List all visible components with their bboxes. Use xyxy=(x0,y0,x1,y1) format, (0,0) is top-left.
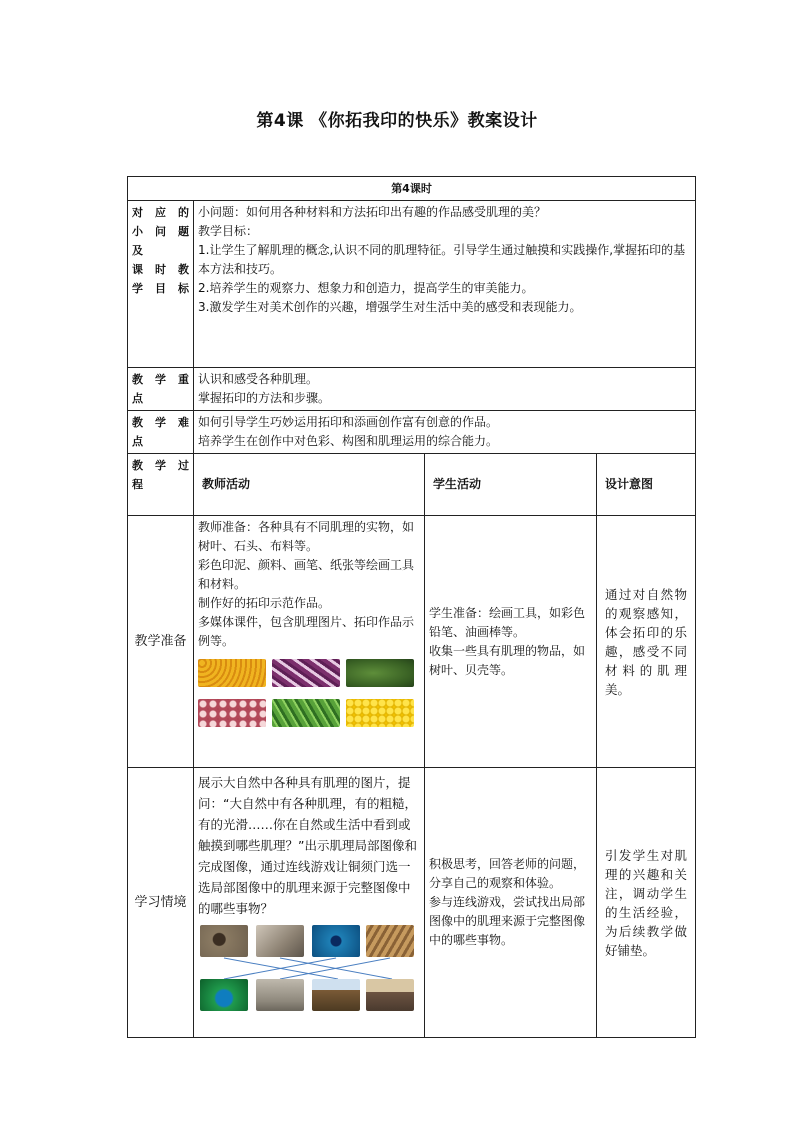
objectives-content xyxy=(194,201,696,368)
situation-intent: 引发学生对肌理的兴趣和关注，调动学生的生活经验，为后续教学做好铺垫。 xyxy=(597,768,696,1038)
preparation-intent: 通过对自然物的观察感知，体会拓印的乐趣，感受不同材料的肌理美。 xyxy=(597,516,696,768)
situation-label: 学习情境 xyxy=(128,768,194,1038)
peacock-icon xyxy=(200,979,248,1011)
teacher-activity-header: 教师活动 xyxy=(194,454,425,516)
session-header: 第4课时 xyxy=(128,177,696,201)
difficulties-label: 教学难 点 xyxy=(128,411,194,454)
preparation-student xyxy=(425,516,597,768)
goal-item: 2.培养学生的观察力、想象力和创造力，提高学生的审美能力。 xyxy=(198,281,534,295)
orange-texture-icon xyxy=(198,659,266,687)
small-question: 小问题：如何用各种材料和方法拓印出有趣的作品感受肌理的美？ xyxy=(198,205,547,219)
preparation-teacher xyxy=(194,516,425,768)
matching-game-collage xyxy=(198,925,412,1015)
design-intent-header: 设计意图 xyxy=(597,454,696,516)
goal-item: 3.激发学生对美术创作的兴趣，增强学生对生活中美的感受和表现能力。 xyxy=(198,300,582,314)
key-points-content xyxy=(194,368,696,411)
teacher-item: 教师准备：各种具有不同肌理的实物，如树叶、石头、布料等。 xyxy=(198,520,415,553)
teacher-item: 多媒体课件，包含肌理图片、拓印作品示例等。 xyxy=(198,615,415,648)
teacher-item: 展示大自然中各种具有肌理的图片，提问：“大自然中有各种肌理，有的粗糙，有的光滑……你在自然或生活中看到或触摸到哪些肌理？”出示肌理局部图像和完成图像，通过连线游戏让铜须门选一选局部图像中的肌理来源于完整图像中的哪些事物？ xyxy=(198,775,417,916)
preparation-row xyxy=(128,516,696,768)
teacher-item: 制作好的拓印示范作品。 xyxy=(198,596,331,610)
difficulty-item: 培养学生在创作中对色彩、构图和肌理运用的综合能力。 xyxy=(198,434,499,448)
tree-icon xyxy=(312,979,360,1011)
objectives-row xyxy=(128,201,696,368)
student-item: 参与连线游戏，尝试找出局部图像中的肌理来源于完整图像中的哪些事物。 xyxy=(429,895,586,947)
octopus-suckers-icon xyxy=(198,699,266,727)
preparation-label: 教学准备 xyxy=(128,516,194,768)
difficulty-item: 如何引导学生巧妙运用拓印和添画创作富有创意的作品。 xyxy=(198,415,499,429)
difficulties-row xyxy=(128,411,696,454)
objectives-label: 对应的 小问题 及 课时教 学目标 xyxy=(128,201,194,368)
purple-cabbage-icon xyxy=(272,659,340,687)
key-points-row xyxy=(128,368,696,411)
student-activity-header: 学生活动 xyxy=(425,454,597,516)
key-points-label: 教学重 点 xyxy=(128,368,194,411)
difficulties-content xyxy=(194,411,696,454)
goals-heading: 教学目标： xyxy=(198,224,259,238)
stone-statue-icon xyxy=(256,979,304,1011)
student-item: 收集一些具有肌理的物品，如树叶、贝壳等。 xyxy=(429,643,586,677)
goal-item: 1.让学生了解肌理的概念,认识不同的肌理特征。引导学生通过触摸和实践操作,掌握拓印的基本方法和技巧。 xyxy=(198,243,686,276)
student-item: 积极思考，回答老师的问题，分享自己的观察和体验。 xyxy=(429,857,586,890)
rhinos-icon xyxy=(366,979,414,1011)
green-grass-icon xyxy=(272,699,340,727)
lesson-plan-table xyxy=(127,176,696,1038)
student-item: 学生准备：绘画工具，如彩色铅笔、油画棒等。 xyxy=(429,605,586,639)
page-title: 第4课 《你拓我印的快乐》教案设计 xyxy=(256,111,538,131)
teacher-item: 彩色印泥、颜料、画笔、纸张等绘画工具和材料。 xyxy=(198,558,415,591)
situation-teacher xyxy=(194,768,425,1038)
leaf-texture-icon xyxy=(346,659,414,687)
corn-kernels-icon xyxy=(346,699,414,727)
key-point-item: 掌握拓印的方法和步骤。 xyxy=(198,391,331,405)
session-row xyxy=(128,177,696,201)
situation-row xyxy=(128,768,696,1038)
situation-student xyxy=(425,768,597,1038)
process-header-row xyxy=(128,454,696,516)
texture-image-grid xyxy=(198,659,420,727)
key-point-item: 认识和感受各种肌理。 xyxy=(198,372,319,386)
process-label: 教学过 程 xyxy=(128,454,194,516)
